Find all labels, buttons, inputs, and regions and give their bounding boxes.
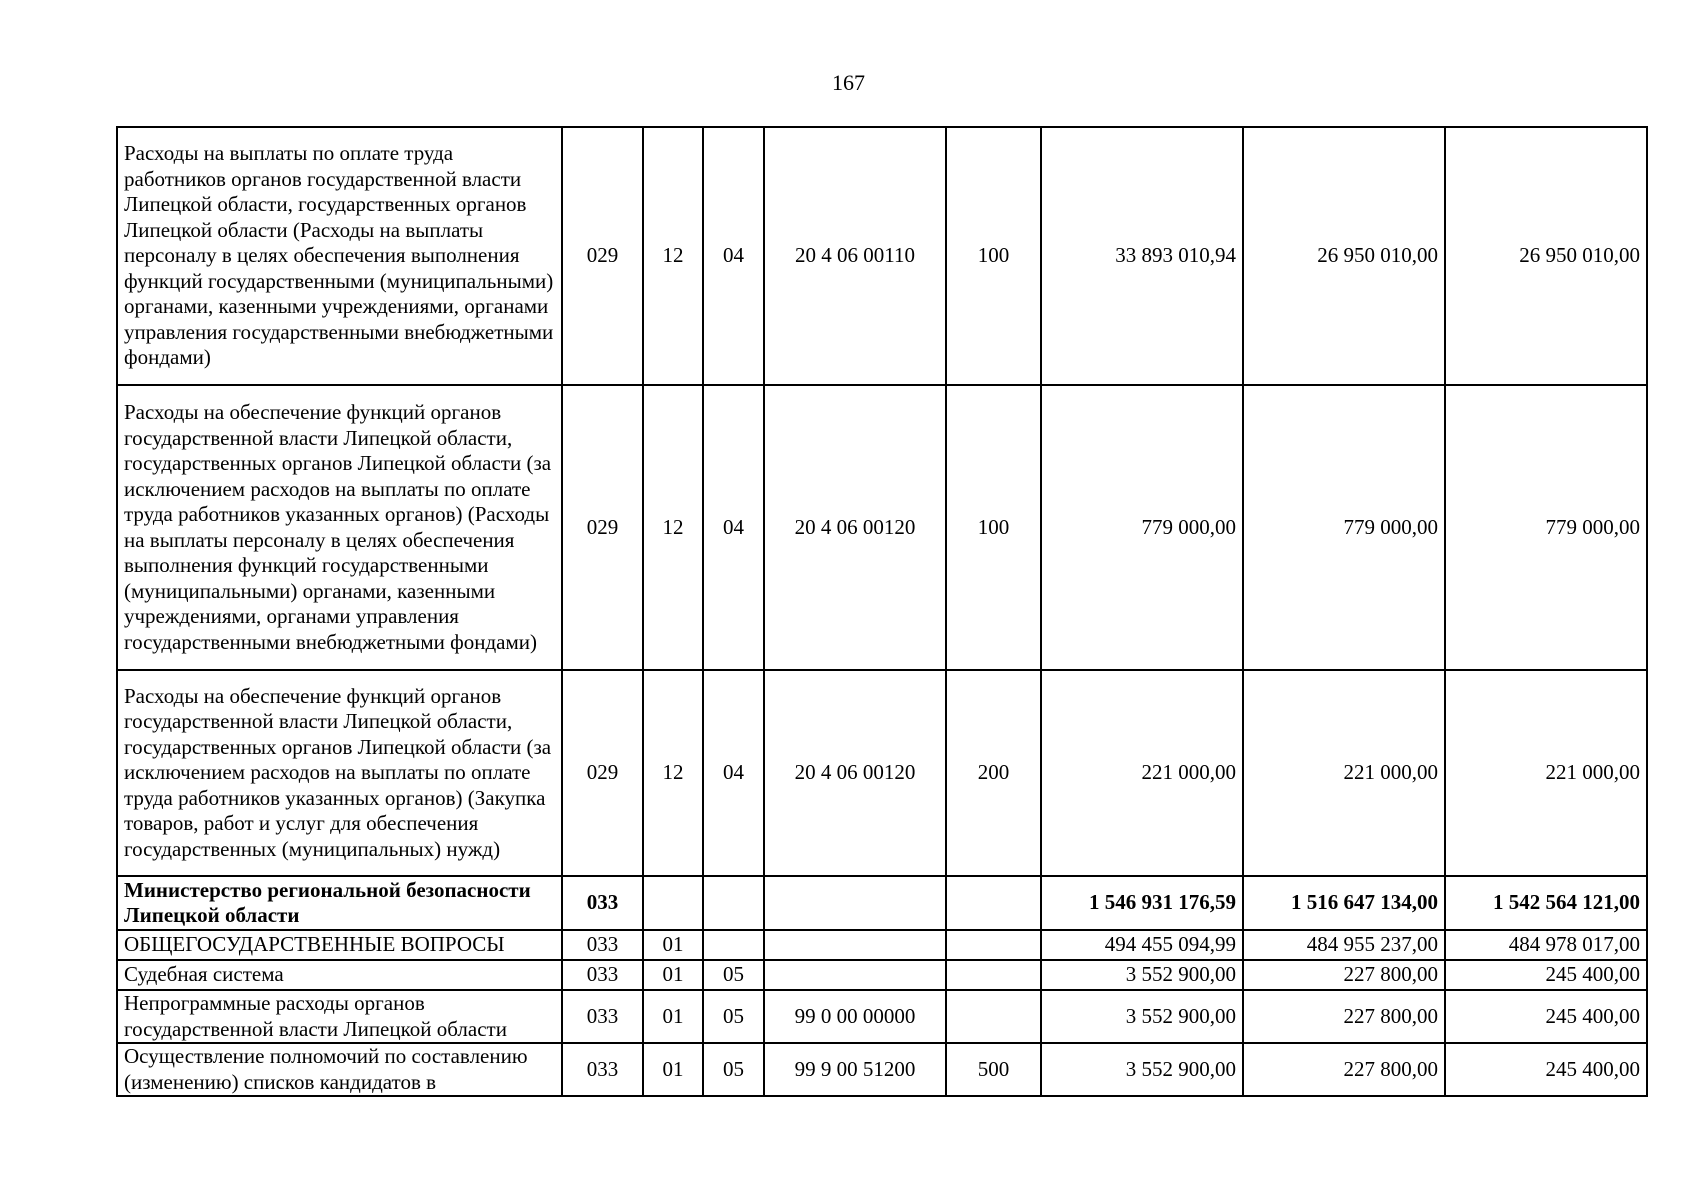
amount-year1-cell: 221 000,00 (1041, 670, 1243, 876)
amount-year3-cell: 484 978 017,00 (1445, 930, 1647, 960)
table-row (117, 670, 1647, 876)
subsection-cell (703, 876, 764, 930)
amount-year1-cell: 779 000,00 (1041, 385, 1243, 670)
section-cell (643, 876, 703, 930)
amount-year3-cell: 245 400,00 (1445, 990, 1647, 1043)
amount-year3-cell: 26 950 010,00 (1445, 127, 1647, 385)
ministry-code-cell: 029 (562, 385, 643, 670)
row-name-cell: Непрограммные расходы органов государственной власти Липецкой области (117, 990, 562, 1043)
amount-year3-cell: 221 000,00 (1445, 670, 1647, 876)
table-row (117, 1043, 1647, 1096)
expense-type-cell (946, 960, 1041, 990)
subsection-cell: 05 (703, 960, 764, 990)
expense-type-cell: 500 (946, 1043, 1041, 1096)
ministry-code-cell: 033 (562, 1043, 643, 1096)
table-row (117, 876, 1647, 930)
section-cell: 01 (643, 990, 703, 1043)
ministry-code-cell: 033 (562, 930, 643, 960)
expense-type-cell (946, 876, 1041, 930)
subsection-cell: 05 (703, 1043, 764, 1096)
row-name-cell: Расходы на обеспечение функций органов государственной власти Липецкой области, государственных органов Липецкой области (за исключением расходов на выплаты по оплате труда работников указанных органов) (Расходы на выплаты персоналу в целях обеспечения выполнения функций государственными (муниципальными) органами, казенными учреждениями, органами управления государственными внебюджетными фондами) (117, 385, 562, 670)
table-row (117, 127, 1647, 385)
amount-year1-cell: 3 552 900,00 (1041, 990, 1243, 1043)
row-name-cell: ОБЩЕГОСУДАРСТВЕННЫЕ ВОПРОСЫ (117, 930, 562, 960)
section-cell: 01 (643, 930, 703, 960)
amount-year2-cell: 227 800,00 (1243, 1043, 1445, 1096)
amount-year1-cell: 3 552 900,00 (1041, 960, 1243, 990)
amount-year1-cell: 494 455 094,99 (1041, 930, 1243, 960)
section-cell: 01 (643, 1043, 703, 1096)
amount-year3-cell: 779 000,00 (1445, 385, 1647, 670)
row-name-cell: Министерство региональной безопасности Липецкой области (117, 876, 562, 930)
ministry-code-cell: 029 (562, 127, 643, 385)
target-article-cell (764, 930, 946, 960)
ministry-code-cell: 033 (562, 960, 643, 990)
section-cell: 01 (643, 960, 703, 990)
row-name-cell: Расходы на выплаты по оплате труда работников органов государственной власти Липецкой области, государственных органов Липецкой области (Расходы на выплаты персоналу в целях обеспечения выполнения функций государственными (муниципальными) органами, казенными учреждениями, органами управления государственными внебюджетными фондами) (117, 127, 562, 385)
expense-type-cell: 100 (946, 385, 1041, 670)
amount-year2-cell: 221 000,00 (1243, 670, 1445, 876)
target-article-cell: 20 4 06 00120 (764, 385, 946, 670)
row-name-cell: Судебная система (117, 960, 562, 990)
target-article-cell: 99 0 00 00000 (764, 990, 946, 1043)
table-body (117, 127, 1647, 1096)
section-cell: 12 (643, 670, 703, 876)
amount-year1-cell: 3 552 900,00 (1041, 1043, 1243, 1096)
amount-year3-cell: 245 400,00 (1445, 960, 1647, 990)
expense-type-cell: 100 (946, 127, 1041, 385)
subsection-cell: 04 (703, 670, 764, 876)
target-article-cell: 20 4 06 00120 (764, 670, 946, 876)
subsection-cell: 04 (703, 127, 764, 385)
section-cell: 12 (643, 385, 703, 670)
amount-year2-cell: 227 800,00 (1243, 960, 1445, 990)
table-row (117, 960, 1647, 990)
page-number: 167 (832, 70, 865, 95)
budget-table (116, 126, 1648, 1097)
amount-year3-cell: 1 542 564 121,00 (1445, 876, 1647, 930)
expense-type-cell (946, 930, 1041, 960)
amount-year1-cell: 1 546 931 176,59 (1041, 876, 1243, 930)
amount-year2-cell: 779 000,00 (1243, 385, 1445, 670)
amount-year3-cell: 245 400,00 (1445, 1043, 1647, 1096)
subsection-cell (703, 930, 764, 960)
ministry-code-cell: 033 (562, 990, 643, 1043)
expense-type-cell (946, 990, 1041, 1043)
ministry-code-cell: 033 (562, 876, 643, 930)
amount-year2-cell: 484 955 237,00 (1243, 930, 1445, 960)
row-name-cell: Осуществление полномочий по составлению (изменению) списков кандидатов в (117, 1043, 562, 1096)
target-article-cell (764, 876, 946, 930)
target-article-cell (764, 960, 946, 990)
amount-year1-cell: 33 893 010,94 (1041, 127, 1243, 385)
subsection-cell: 05 (703, 990, 764, 1043)
table-row (117, 385, 1647, 670)
target-article-cell: 99 9 00 51200 (764, 1043, 946, 1096)
section-cell: 12 (643, 127, 703, 385)
expense-type-cell: 200 (946, 670, 1041, 876)
amount-year2-cell: 1 516 647 134,00 (1243, 876, 1445, 930)
amount-year2-cell: 227 800,00 (1243, 990, 1445, 1043)
table-row (117, 930, 1647, 960)
row-name-cell: Расходы на обеспечение функций органов государственной власти Липецкой области, государственных органов Липецкой области (за исключением расходов на выплаты по оплате труда работников указанных органов) (Закупка товаров, работ и услуг для обеспечения государственных (муниципальных) нужд) (117, 670, 562, 876)
target-article-cell: 20 4 06 00110 (764, 127, 946, 385)
ministry-code-cell: 029 (562, 670, 643, 876)
table-row (117, 990, 1647, 1043)
amount-year2-cell: 26 950 010,00 (1243, 127, 1445, 385)
subsection-cell: 04 (703, 385, 764, 670)
